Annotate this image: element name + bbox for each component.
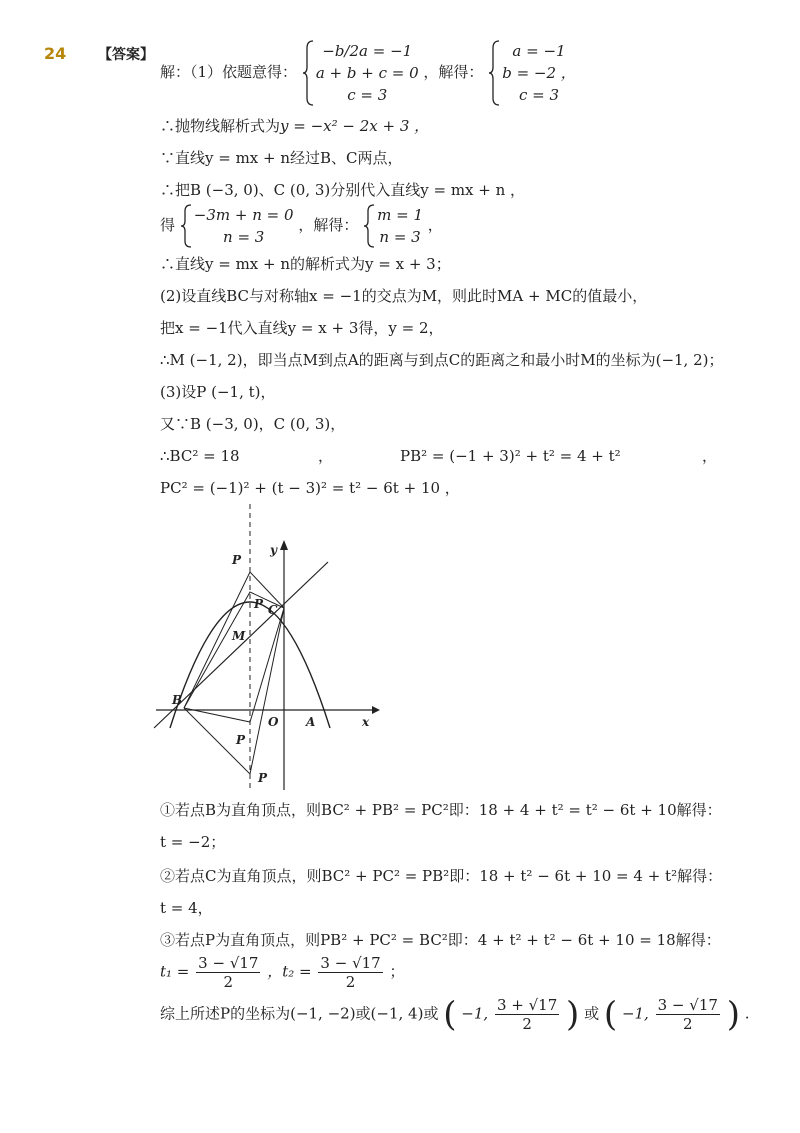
equation-system-2 [488,40,576,106]
label-c: C [268,603,278,617]
numerator: 3 − √17 [198,954,259,972]
fraction [318,954,382,991]
label-p-top: P [232,553,242,567]
text-segment: 或 [584,1004,600,1023]
label-y: y [270,543,277,557]
numerator: 3 − √17 [657,996,718,1014]
eq-row: c = 3 [347,86,388,104]
label-b: B [172,693,183,707]
numerator: 3 − √17 [320,954,381,972]
equation-system-3 [180,204,294,248]
text-segment: ∴抛物线解析式为 [160,117,281,135]
label-p-mid: P [254,597,264,611]
question-number: 24 [44,44,67,63]
solution-line-5 [160,204,443,248]
solution-line-17: t = 4， [160,899,213,917]
math-segment: t₁ = [160,962,190,981]
math-segment: ，t₂ = [267,962,312,981]
text-segment: 得 [160,216,176,234]
solution-line-12c: PB² = (−1 + 3)² + t² = 4 + t² [400,447,621,465]
text-segment: . [744,1004,750,1023]
eq-row: −3m + n = 0 [193,206,294,224]
text-segment: 解：（1）依题意得： [160,63,298,81]
label-p-low: P [236,733,246,747]
equation-system-1 [302,40,419,106]
math-segment: y = −x² − 2x + 3 ， [280,117,430,135]
solution-line-20 [160,996,750,1033]
solution-line-7: (2)设直线BC与对称轴x = −1的交点为M，则此时MA + MC的值最小， [160,287,648,305]
denominator: 2 [682,1015,693,1033]
text-segment: ，解得： [423,63,484,81]
label-x: x [362,715,370,729]
eq-row: n = 3 [379,228,421,246]
eq-row: c = 3 [518,86,560,104]
label-o: O [268,715,279,729]
parabola-figure [150,500,390,795]
solution-line-8: 把x = −1代入直线y = x + 3得，y = 2， [160,319,444,337]
solution-line-6: ∴直线y = mx + n的解析式为y = x + 3； [160,255,451,273]
fraction [495,996,559,1033]
solution-line-10: (3)设P (−1, t)， [160,383,276,401]
math-segment: −1, [621,1004,649,1023]
solution-line-16: ②若点C为直角顶点，则BC² + PC² = PB²即：18 + t² − 6t + 10 = 4 + t²解得： [160,867,723,885]
open-paren: ( [443,994,457,1035]
denominator: 2 [522,1015,532,1033]
denominator: 2 [223,973,234,991]
denominator: 2 [345,973,356,991]
solution-line-13: PC² = (−1)² + (t − 3)² = t² − 6t + 10 ， [160,479,460,497]
label-m: M [232,629,246,643]
solution-line-9: ∴M (−1, 2)，即当点M到点A的距离与到点C的距离之和最小时M的坐标为(−1, 2)； [160,351,724,369]
solution-line-11: 又∵B (−3, 0)，C (0, 3)， [160,415,346,433]
solution-line-12d: ， [702,447,718,465]
solution-line-19 [160,954,405,991]
brace-icon [180,204,192,248]
close-paren: ) [566,994,580,1035]
eq-row: b = −2 ， [502,64,576,82]
equation-system-4 [363,204,423,248]
solution-line-18: ③若点P为直角顶点，则PB² + PC² = BC²即：4 + t² + t² − 6t + 10 = 18解得： [160,931,721,949]
fraction [656,996,720,1033]
text-segment: ，解得： [298,216,359,234]
solution-line-14: ①若点B为直角顶点，则BC² + PB² = PC²即：18 + 4 + t² = t² − 6t + 10解得： [160,801,722,819]
eq-row: n = 3 [223,228,265,246]
label-a: A [306,715,316,729]
answer-tag: 【答案】 [98,47,154,63]
brace-icon [363,204,375,248]
fraction [196,954,260,991]
brace-icon [488,40,500,106]
text-segment: ， [427,216,443,234]
solution-line-3: ∵直线y = mx + n经过B、C两点， [160,149,403,167]
eq-row: a = −1 [512,42,566,60]
solution-line-12a: ∴BC² = 18 [160,447,240,465]
close-paren: ) [726,994,740,1035]
eq-row: a + b + c = 0 [315,64,419,82]
text-segment: ； [389,962,405,981]
solution-line-4: ∴把B (−3, 0)、C (0, 3)分别代入直线y = mx + n ， [160,181,526,199]
eq-row: −b/2a = −1 [322,42,413,60]
text-segment: 综上所述P的坐标为(−1, −2)或(−1, 4)或 [160,1004,439,1023]
solution-line-2 [160,116,429,136]
brace-icon [302,40,314,106]
solution-line-12b: ， [318,447,334,465]
solution-line-1 [160,40,576,106]
eq-row: m = 1 [377,206,423,224]
numerator: 3 + √17 [496,996,558,1014]
open-paren: ( [603,994,618,1035]
solution-line-15: t = −2； [160,833,226,851]
label-p-bottom: P [258,771,268,785]
math-segment: −1, [461,1004,489,1023]
